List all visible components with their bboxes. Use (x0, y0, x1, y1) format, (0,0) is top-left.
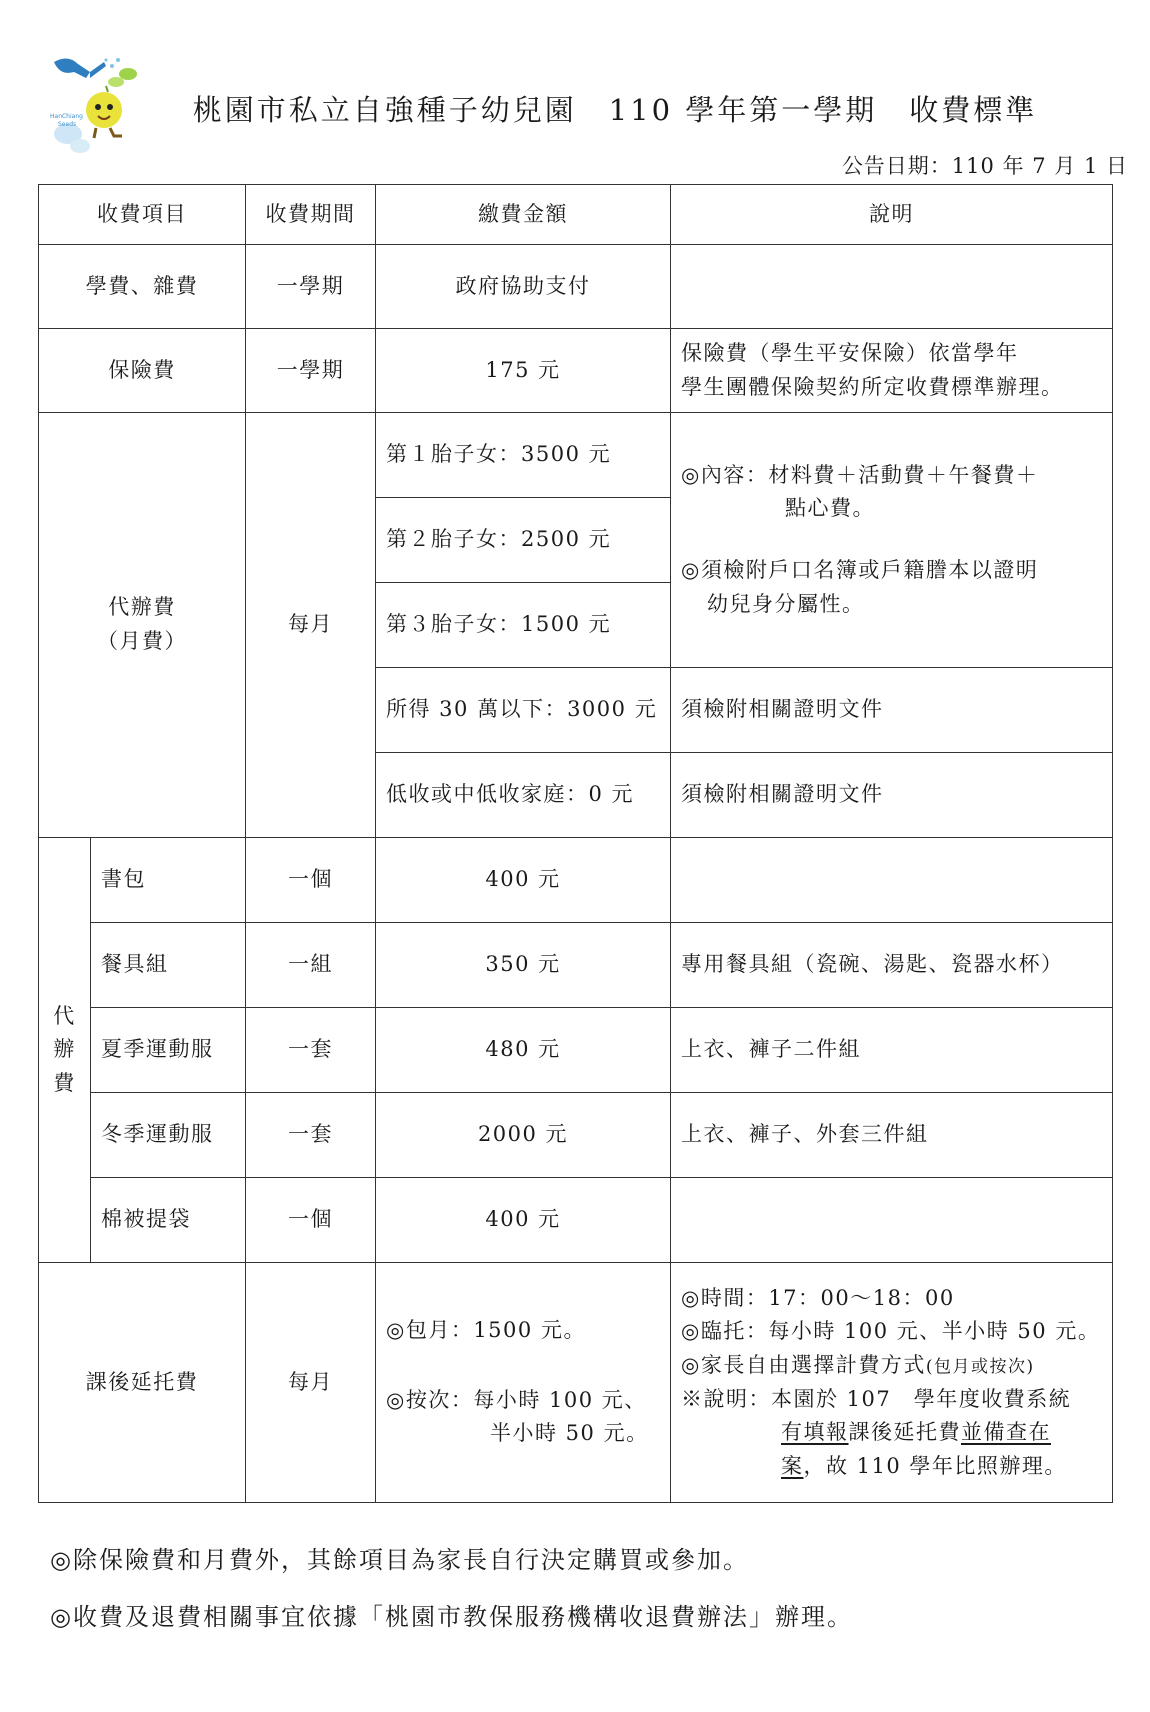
afterschool-amount-line: ◎包月：1500 元。 (386, 1318, 586, 1343)
monthly-note-line: ◎內容：材料費＋活動費＋午餐費＋ (681, 462, 1039, 487)
agency-amount: 2000 元 (376, 1093, 671, 1178)
svg-text:HanChiang: HanChiang (50, 113, 83, 120)
insurance-note-line: 學生團體保險契約所定收費標準辦理。 (681, 374, 1064, 399)
row-item: 保險費 (39, 329, 246, 413)
row-note (671, 245, 1113, 329)
monthly-note-line: ◎須檢附戶口名簿或戶籍謄本以證明 (681, 558, 1039, 582)
table-row (39, 245, 1113, 329)
afterschool-note (671, 1263, 1113, 1503)
table-row (39, 1093, 1113, 1178)
page-title: 桃園市私立自強種子幼兒園 110 學年第一學期 收費標準 (192, 93, 1038, 127)
monthly-note (671, 413, 1113, 668)
agency-note (671, 838, 1113, 923)
afterschool-period: 每月 (246, 1263, 376, 1503)
afterschool-note-small: (包月或按次) (925, 1356, 1035, 1377)
header-note: 說明 (671, 185, 1113, 245)
afterschool-amount-line: ◎按次：每小時 100 元、 (386, 1387, 647, 1412)
agency-amount: 400 元 (376, 838, 671, 923)
row-amount: 政府協助支付 (376, 245, 671, 329)
agency-note: 上衣、褲子二件組 (671, 1008, 1113, 1093)
agency-item: 棉被提袋 (91, 1178, 246, 1263)
monthly-note-line: 幼兒身分屬性。 (707, 591, 865, 616)
table-row (39, 1178, 1113, 1263)
header-item: 收費項目 (39, 185, 246, 245)
footer-notes (50, 1532, 853, 1646)
monthly-amount-child1: 第１胎子女：3500 元 (376, 413, 671, 498)
row-period: 一學期 (246, 329, 376, 413)
agency-group-char: 代 (53, 1003, 76, 1028)
agency-group-char: 費 (53, 1070, 76, 1095)
table-row (39, 923, 1113, 1008)
afterschool-note-text: ，故 110 學年比照辦理。 (803, 1453, 1067, 1478)
underlined-text: 案 (781, 1453, 804, 1478)
underlined-text: 並備查在 (961, 1420, 1051, 1445)
agency-amount: 400 元 (376, 1178, 671, 1263)
afterschool-note-line: ◎臨托：每小時 100 元、半小時 50 元。 (681, 1319, 1101, 1344)
agency-group-label (39, 838, 91, 1263)
monthly-note-low: 須檢附相關證明文件 (671, 753, 1113, 838)
monthly-amount-income: 所得 30 萬以下：3000 元 (376, 668, 671, 753)
afterschool-note-text: 課後延托費 (848, 1420, 961, 1445)
afterschool-note-line (681, 1450, 1102, 1484)
agency-period: 一個 (246, 838, 376, 923)
table-row (39, 329, 1113, 413)
agency-amount: 350 元 (376, 923, 671, 1008)
afterschool-amount (376, 1263, 671, 1503)
afterschool-note-line: ※說明：本園於 107 學年度收費系統 (681, 1386, 1072, 1411)
agency-note (671, 1178, 1113, 1263)
fee-table (38, 184, 1113, 1503)
table-row (39, 838, 1113, 923)
agency-period: 一套 (246, 1008, 376, 1093)
agency-period: 一套 (246, 1093, 376, 1178)
monthly-item (39, 413, 246, 838)
agency-item: 書包 (91, 838, 246, 923)
agency-item: 夏季運動服 (91, 1008, 246, 1093)
header-amount: 繳費金額 (376, 185, 671, 245)
agency-note: 專用餐具組（瓷碗、湯匙、瓷器水杯） (671, 923, 1113, 1008)
announcement-date: 公告日期：110 年 7 月 1 日 (841, 154, 1128, 178)
row-amount: 175 元 (376, 329, 671, 413)
afterschool-amount-line: 半小時 50 元。 (490, 1421, 649, 1446)
header-period: 收費期間 (246, 185, 376, 245)
footer-note: ◎收費及退費相關事宜依據「桃園市教保服務機構收退費辦法」辦理。 (50, 1603, 853, 1631)
monthly-period: 每月 (246, 413, 376, 838)
agency-period: 一組 (246, 923, 376, 1008)
monthly-amount-child2: 第２胎子女：2500 元 (376, 498, 671, 583)
row-period: 一學期 (246, 245, 376, 329)
table-row (39, 413, 1113, 498)
footer-note: ◎除保險費和月費外，其餘項目為家長自行決定購買或參加。 (50, 1546, 749, 1574)
afterschool-item: 課後延托費 (39, 1263, 246, 1503)
afterschool-note-line: ◎時間：17：00～18：00 (681, 1285, 955, 1310)
monthly-note-line: 點心費。 (785, 496, 875, 521)
table-header-row (39, 185, 1113, 245)
row-item: 學費、雜費 (39, 245, 246, 329)
monthly-item-line: （月費） (97, 629, 187, 653)
row-note (671, 329, 1113, 413)
monthly-item-line: 代辦費 (108, 595, 176, 620)
table-row (39, 1008, 1113, 1093)
afterschool-note-line: ◎家長自由選擇計費方式 (681, 1352, 926, 1377)
svg-text:Seeds: Seeds (58, 121, 77, 128)
agency-item: 餐具組 (91, 923, 246, 1008)
agency-item: 冬季運動服 (91, 1093, 246, 1178)
underlined-text: 有填報 (781, 1420, 849, 1445)
table-row (39, 1263, 1113, 1503)
agency-amount: 480 元 (376, 1008, 671, 1093)
agency-note: 上衣、褲子、外套三件組 (671, 1093, 1113, 1178)
afterschool-note-line (681, 1416, 1102, 1450)
monthly-amount-low: 低收或中低收家庭：0 元 (376, 753, 671, 838)
agency-group-char: 辦 (53, 1037, 76, 1062)
agency-period: 一個 (246, 1178, 376, 1263)
monthly-amount-child3: 第３胎子女：1500 元 (376, 583, 671, 668)
monthly-note-income: 須檢附相關證明文件 (671, 668, 1113, 753)
insurance-note-line: 保險費（學生平安保險）依當學年 (681, 340, 1019, 365)
